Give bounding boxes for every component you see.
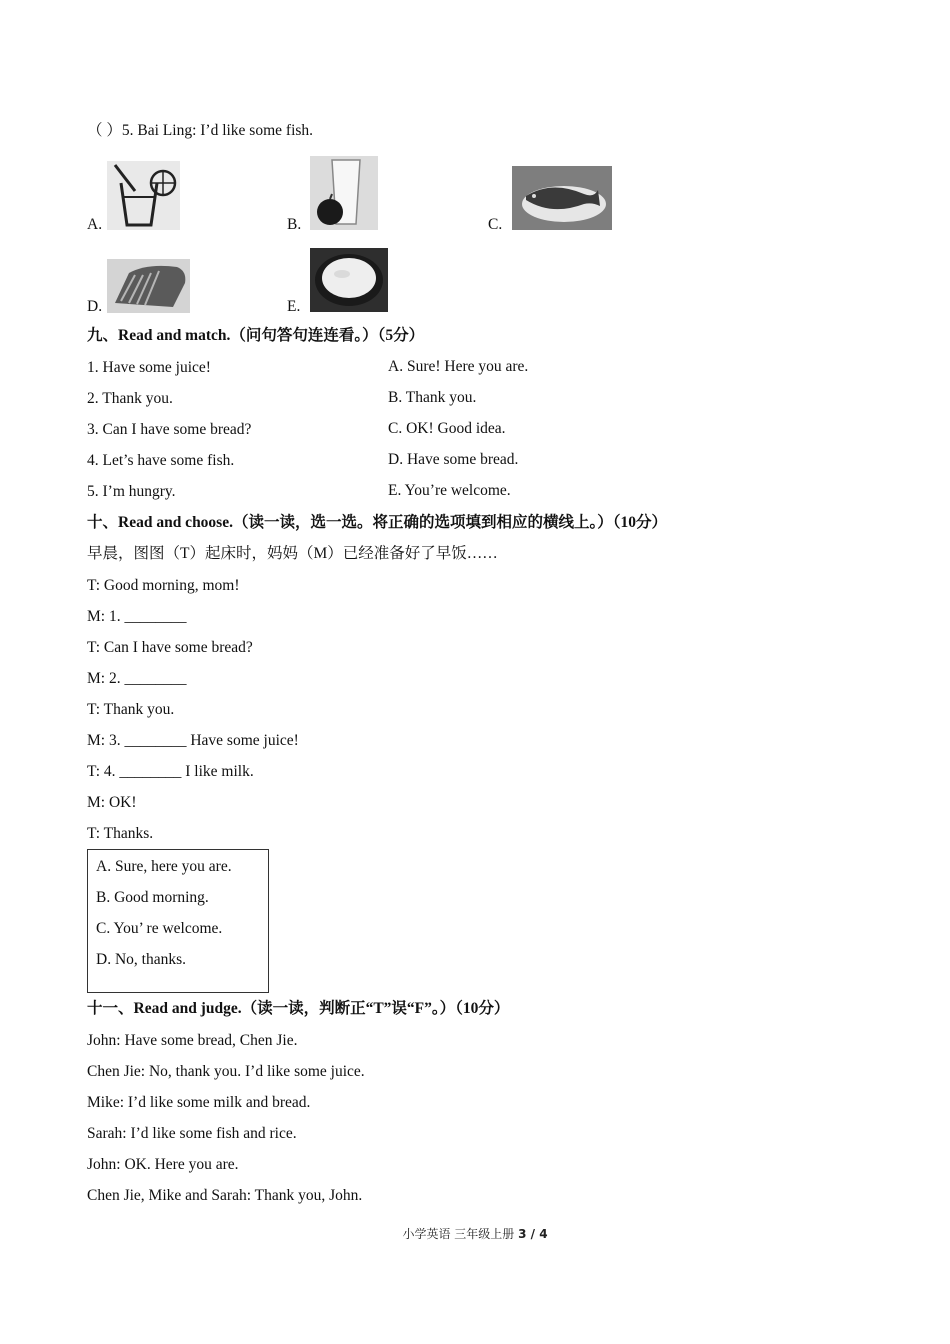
dialogue-line: T: Thanks.	[87, 825, 154, 842]
question-5	[87, 121, 313, 141]
section-10-title: 十、Read and choose.（读一读，选一选。将正确的选项填到相应的横线上。）（10分）	[87, 514, 667, 531]
dialogue-line: Chen Jie: No, thank you. I’d like some juice.	[87, 1063, 365, 1080]
dialogue-line: Chen Jie, Mike and Sarah: Thank you, John.	[87, 1187, 363, 1204]
match-question: 2. Thank you.	[87, 390, 173, 407]
section-9-title: 九、Read and match.（问句答句连连看。）（5分）	[87, 327, 425, 344]
dialogue-line: Mike: I’d like some milk and bread.	[87, 1094, 311, 1111]
option-c-label: C.	[488, 216, 503, 233]
dialogue-line: T: Can I have some bread?	[87, 639, 253, 656]
choice-item: D. No, thanks.	[96, 951, 186, 968]
match-answer: D. Have some bread.	[388, 451, 519, 468]
dialogue-line: John: Have some bread, Chen Jie.	[87, 1032, 298, 1049]
dialogue-line: T: Thank you.	[87, 701, 175, 718]
dialogue-line: M: 1. ________	[87, 608, 187, 625]
section-11-title: 十一、Read and judge.（读一读，判断正“T”误“F”。）（10分）	[87, 1000, 510, 1017]
dialogue-line: M: 2. ________	[87, 670, 187, 687]
match-answer: C. OK! Good idea.	[388, 420, 506, 437]
match-question: 4. Let’s have some fish.	[87, 452, 235, 469]
option-b-label: B.	[287, 216, 302, 233]
dialogue-line: T: Good morning, mom!	[87, 577, 240, 594]
match-answer: E. You’re welcome.	[388, 482, 511, 499]
answer-blank: （ ）	[87, 122, 122, 139]
choice-item: C. You’ re welcome.	[96, 920, 223, 937]
choice-item: B. Good morning.	[96, 889, 209, 906]
dialogue-line: Sarah: I’d like some fish and rice.	[87, 1125, 297, 1142]
sliced-bread-image	[107, 259, 190, 313]
fish-on-plate-image	[512, 166, 612, 230]
page-number: 3 / 4	[518, 1227, 548, 1241]
page-footer	[0, 1225, 950, 1242]
match-answer: B. Thank you.	[388, 389, 477, 406]
dialogue-line: T: 4. ________ I like milk.	[87, 763, 254, 780]
option-d-label: D.	[87, 298, 103, 315]
juice-glass-image	[107, 161, 180, 230]
option-e-label: E.	[287, 298, 301, 315]
choice-item: A. Sure, here you are.	[96, 858, 232, 875]
match-answer: A. Sure! Here you are.	[388, 358, 529, 375]
footer-text: 小学英语 三年级上册	[402, 1227, 515, 1241]
rice-bowl-image	[310, 248, 388, 312]
question-text: 5. Bai Ling: I’d like some fish.	[121, 122, 314, 139]
section-10-intro: 早晨，图图（T）起床时，妈妈（M）已经准备好了早饭……	[87, 545, 498, 562]
option-a-label: A.	[87, 216, 103, 233]
match-question: 3. Can I have some bread?	[87, 421, 252, 438]
dialogue-line: John: OK. Here you are.	[87, 1156, 239, 1173]
dialogue-line: M: 3. ________ Have some juice!	[87, 732, 299, 749]
milk-and-apple-image	[310, 156, 378, 230]
match-question: 1. Have some juice!	[87, 359, 211, 376]
choices-box	[87, 849, 269, 993]
match-question: 5. I’m hungry.	[87, 483, 176, 500]
dialogue-line: M: OK!	[87, 794, 137, 811]
